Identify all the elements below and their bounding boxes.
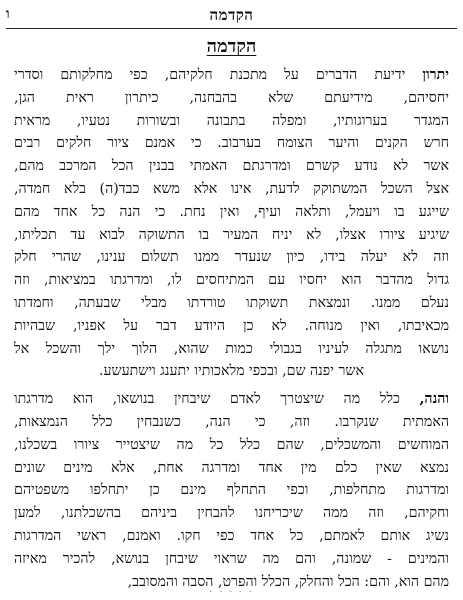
paragraph-closing-line: אשר יפנה שם, ובכפי מלאכותיו יתענג וישתעשע. xyxy=(99,363,364,380)
text-line: מהם הוא, והם: הכל והחלק, הכלל והפרט, הסבה והמסובב, xyxy=(127,573,449,590)
text-line: נושאו מתגלה לעיניו בגבולי כמות שהוא, הלוך ילך והשכל אל xyxy=(14,340,449,357)
text-line: נמצא שאין כלם מין אחד ומדרגה אחת, אלא מינים שונים xyxy=(14,459,449,476)
text-line: נעלם ממנו. ונמצאת תשוקתו טורדתו מבלי שבעתה, וחמדתו xyxy=(14,294,449,311)
header-divider xyxy=(6,28,457,29)
text-line: מכאיבתו, ואין מנוחה. לא כן היודע דבר על אפניו, שבהיות xyxy=(14,317,449,334)
text-line: אשר לא נודע קשרם ומדרגתם האמתי בבנין הכל המרכב מהם, xyxy=(14,158,449,175)
text-line: יתרון ידיעת הדברים על מתכנת חלקיהם, כפי מחלקותם וסדרי xyxy=(14,67,449,83)
footer-mark: - - - - - xyxy=(209,587,254,597)
paragraph-lead-word: יתרון xyxy=(422,67,449,83)
text-line: ומדרגות מתחלפות, וכפי התחלף מינם כן יתחלפו משפטיהם xyxy=(14,482,449,499)
running-head: הקדמה xyxy=(209,6,254,24)
text-line: שייגע בו ויעמל, ותלאה ועיף, ואין נחת. כי הנה כל אחד מהם xyxy=(14,203,449,220)
text-line: חרש הקנים והיער הצומח בערבוב. כי אמנם ציור חלקים רבים xyxy=(14,135,449,152)
text-line: נשיג אותם לאמתם, כל אחד כפי חקו. ואמנם, ראשי המדרגות xyxy=(14,527,449,544)
text-line: שיגיע ציורו אצלו, לא יניח המעיר בו התשוקה לבוא עד תכליתו, xyxy=(14,226,449,243)
text-line: וזה לא יעלה בידו, כיון שנעדר ממנו תשלום ענינו, שהרי חלק xyxy=(14,249,449,266)
paragraph-lead-word: והנה, xyxy=(419,391,449,408)
text-line: והנה, כלל מה שיצטרך לאדם שיבחין בנושאו, הוא מדרגתו xyxy=(14,391,449,408)
page-number: ו xyxy=(6,6,10,22)
text-line: והמינים - שמונה, והם מה שראוי שיבחן בנושא, להכיר מאיזה xyxy=(14,550,449,567)
text-line: וחקיהם, וזה ממה שיכריחנו להבחין ביניהם בהשכלתנו, למען xyxy=(14,505,449,522)
text-line: האמתית שנקרבו. וזה, כי הנה, כשנבחין כלל הנמצאות, xyxy=(14,413,449,430)
text-line: יחסיהם, מידיעתם שלא בהבחנה, כיתרון ראית הגן, xyxy=(14,89,449,106)
text-line: המוחשים והמשכלים, שהם כלל כל מה שיצטייר ציורו בשכלנו, xyxy=(14,436,449,453)
page-header xyxy=(0,4,463,26)
body-text xyxy=(14,64,449,593)
text-line: המגדר בערוגותיו, ומפלה בתבונה ובשורות נטעיו, מראית xyxy=(14,112,449,129)
text-line: אצל השכל המשתוקק לדעת, אינו אלא משא כבד(ה) בלא חמדה, xyxy=(14,180,449,197)
text-line: גדול מהדבר הוא יחסיו עם המתיחסים לו, ומדרגתו במציאות, וזה xyxy=(14,272,449,289)
section-title: הקדמה xyxy=(206,36,257,57)
